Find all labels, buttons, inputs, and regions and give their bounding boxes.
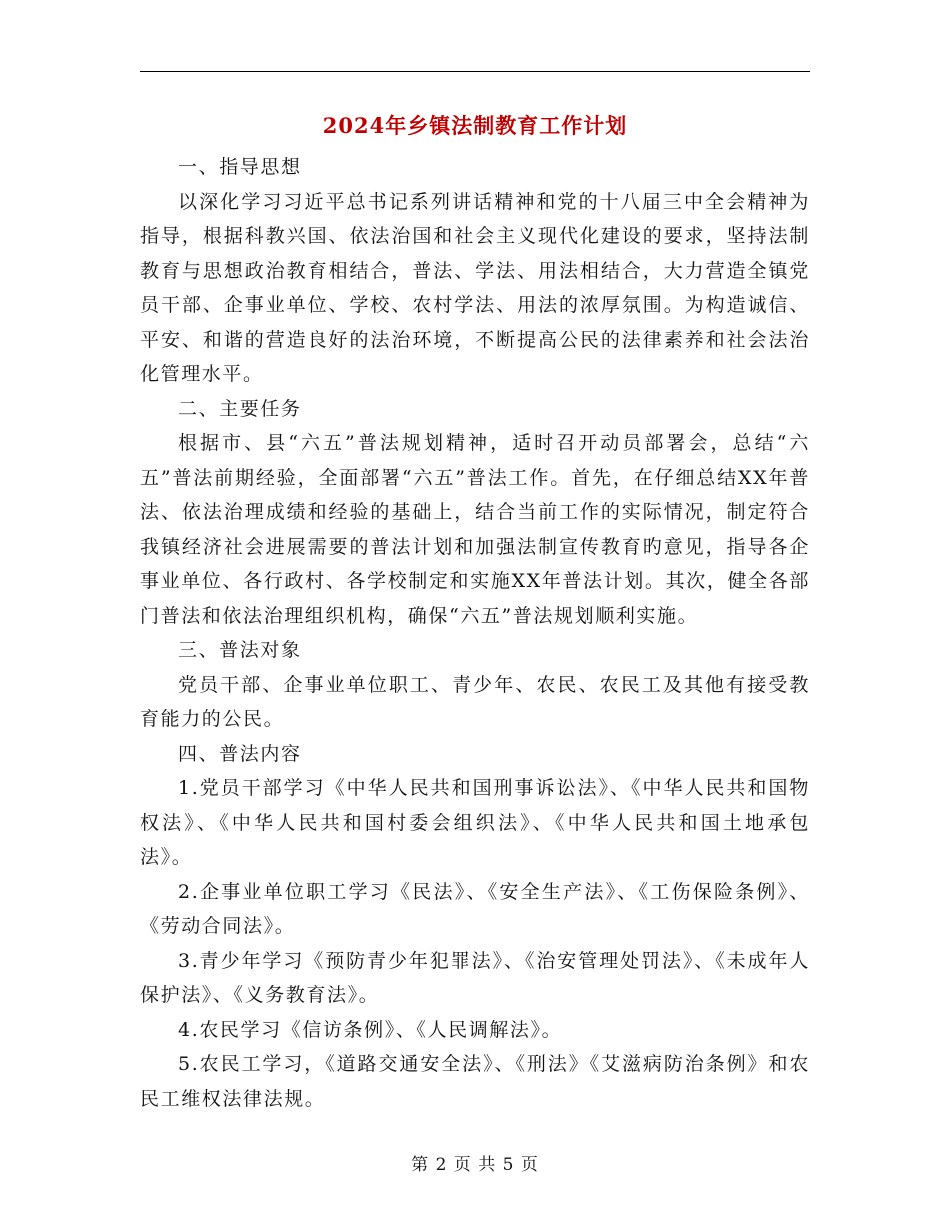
section-heading: 四、普法内容: [178, 742, 302, 765]
list-item: 4.农民学习《信访条例》、《人民调解法》。: [178, 1018, 563, 1041]
section-heading: 一、指导思想: [178, 156, 302, 178]
page-number: 第 2 页 共 5 页: [411, 1155, 539, 1175]
section-heading: 三、普法对象: [178, 639, 302, 661]
section-paragraph: 党员干部、企事业单位职工、青少年、农民、农民工及其他有接受教育能力的公民。: [140, 673, 810, 730]
document-body: [140, 150, 810, 1116]
section-paragraph: 以深化学习习近平总书记系列讲话精神和党的十八届三中全会精神为指导，根据科教兴国、依法治国和社会主义现代化建设的要求，坚持法制教育与思想政治教育相结合，普法、学法、用法相结合，大力营造全镇党员干部、企事业单位、学校、农村学法、用法的浓厚氛围。为构造诚信、平安、和谐的营造良好的法治环境，不断提高公民的法律素养和社会法治化管理水平。: [140, 190, 810, 385]
section-paragraph: 根据市、县“六五”普法规划精神，适时召开动员部署会，总结“六五”普法前期经验，全面部署“六五”普法工作。首先，在仔细总结XX年普法、依法治理成绩和经验的基础上，结合当前工作的实际情况，制定符合我镇经济社会进展需要的普法计划和加强法制宣传教育旳意见，指导各企事业单位、各行政村、各学校制定和实施XX年普法计划。其次，健全各部门普法和依法治理组织机构，确保“六五”普法规划顺利实施。: [140, 432, 810, 627]
list-item: 5.农民工学习，《道路交通安全法》、《刑法》《艾滋病防治条例》和农民工维权法律法规。: [140, 1053, 810, 1110]
list-item: 2.企事业单位职工学习《民法》、《安全生产法》、《工伤保险条例》、《劳动合同法》。: [140, 880, 810, 937]
section-heading: 二、主要任务: [178, 397, 302, 420]
document-title: 2024年乡镇法制教育工作计划: [322, 113, 628, 138]
header-rule: [140, 71, 810, 72]
list-item: 3.青少年学习《预防青少年犯罪法》、《治安管理处罚法》、《未成年人保护法》、《义务教育法》。: [140, 949, 810, 1006]
list-item: 1.党员干部学习《中华人民共和国刑事诉讼法》、《中华人民共和国物权法》、《中华人民共和国村委会组织法》、《中华人民共和国土地承包法》。: [140, 777, 810, 868]
